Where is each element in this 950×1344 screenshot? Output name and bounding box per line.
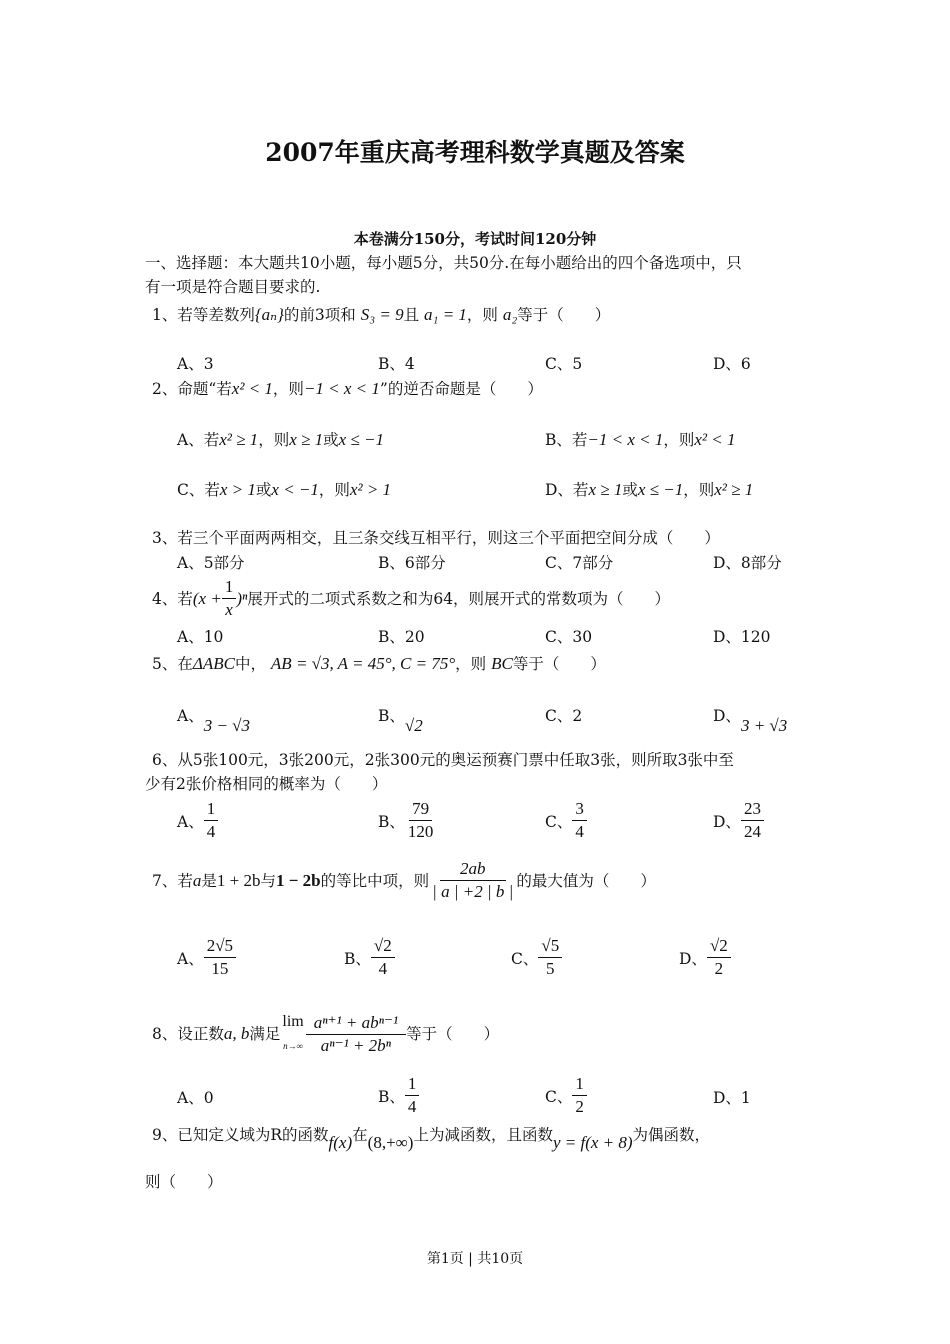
q4-math-post: )ⁿ: [236, 588, 248, 608]
q7-d-den: 2: [714, 959, 724, 978]
q2-a-math3: x ≤ −1: [338, 430, 384, 449]
q6-c-num: 3: [572, 798, 587, 821]
q4-math-pre: (x +: [192, 588, 222, 608]
q2-c-math3: x² > 1: [349, 480, 392, 499]
q6-a-fraction: [204, 798, 219, 843]
q7-a-fraction: [204, 935, 236, 980]
q7-option-b: [344, 935, 395, 980]
page-footer: 第1页 | 共10页: [426, 1251, 524, 1267]
q5-stem-c: ，则: [455, 655, 487, 673]
q5-stem-a: 5、在: [152, 655, 193, 673]
q7-option-c: [511, 935, 562, 980]
q2-c-text2: ，则: [318, 481, 350, 499]
q5-math-triangle: ΔABC: [192, 654, 235, 673]
q1-math-a2: a₂: [502, 305, 518, 324]
q1-stem-d: ，则: [466, 306, 498, 324]
q6-a-label: A、: [177, 812, 204, 831]
q1-stem-a: 1、若等差数列: [152, 306, 255, 324]
q2-b-label: B、若: [545, 431, 588, 449]
q2-stem-c: ”的逆否命题是（ ）: [379, 380, 543, 398]
q2-c-math1: x > 1: [219, 480, 256, 499]
q6-b-num: 79: [409, 798, 432, 821]
page-title: 2007年重庆高考理科数学真题及答案: [265, 138, 685, 167]
q2-c-label: C、若: [177, 481, 220, 499]
question-8: [152, 1010, 499, 1058]
q6-c-den: 4: [575, 822, 584, 841]
q6-option-b: [378, 798, 436, 843]
q7-stem-e: 的最大值为（ ）: [516, 871, 656, 890]
q7-c-fraction: [538, 935, 562, 980]
q5-b-label: B、: [378, 707, 405, 725]
q7-c-num: √5: [538, 935, 562, 958]
q7-b-num: √2: [371, 935, 395, 958]
q6-b-fraction: [405, 798, 437, 843]
q3-option-b: B、6部分: [378, 554, 446, 572]
q7-a-den: 15: [211, 959, 229, 978]
question-9: [152, 1123, 711, 1152]
q5-stem-d: 等于（ ）: [512, 655, 606, 673]
q7-d-label: D、: [679, 949, 707, 968]
q8-stem-b: 满足: [249, 1025, 281, 1043]
q2-a-text1: ，则: [258, 431, 290, 449]
q7-math-a: a: [192, 870, 202, 890]
q8-b-fraction: [405, 1073, 420, 1118]
q2-math-conclusion: −1 < x < 1: [303, 379, 380, 398]
question-6-line2: 少有2张价格相同的概率为（ ）: [145, 775, 388, 793]
q9-math-function: y = f(x + 8): [552, 1133, 633, 1152]
q5-option-b: [378, 704, 423, 735]
q1-option-a: A、3: [177, 355, 214, 373]
q7-stem-d: 的等比中项，则: [320, 871, 430, 890]
q2-d-math3: x² ≥ 1: [714, 480, 754, 499]
q9-math-fx: f(x): [328, 1133, 353, 1152]
q1-math-s3: S₃ = 9: [360, 305, 404, 324]
q6-d-den: 24: [743, 822, 761, 841]
q7-b-den: 4: [378, 959, 388, 978]
q6-d-fraction: [741, 798, 764, 843]
q8-b-num: 1: [405, 1073, 420, 1096]
q7-d-fraction: [707, 935, 731, 980]
q7-b-fraction: [371, 935, 395, 980]
q9-math-interval: (8,+∞): [367, 1133, 414, 1152]
q7-frac-num: 2ab: [440, 858, 506, 881]
q6-option-d: [713, 798, 764, 843]
q6-d-num: 23: [741, 798, 764, 821]
q8-limit: [282, 1010, 303, 1058]
q7-c-label: C、: [511, 949, 539, 968]
q2-d-text2: ，则: [683, 481, 715, 499]
q1-math-sequence: {aₙ}: [254, 305, 284, 324]
q1-stem-c: 且: [403, 306, 420, 324]
q6-d-label: D、: [713, 812, 741, 831]
q8-c-den: 2: [575, 1097, 584, 1116]
q8-option-b: [378, 1073, 419, 1118]
question-5: [152, 652, 606, 676]
q4-stem-b: 展开式的二项式系数之和为64，则展开式的常数项为（ ）: [247, 589, 671, 608]
q8-c-num: 1: [572, 1073, 587, 1096]
q4-stem-a: 4、若: [152, 589, 193, 608]
question-1: [152, 303, 610, 327]
q2-a-text2: 或: [323, 431, 339, 449]
q7-stem-c: 与: [260, 871, 276, 890]
q6-c-label: C、: [545, 812, 573, 831]
q5-stem-b: 中，: [234, 655, 266, 673]
q4-option-a: A、10: [177, 628, 224, 646]
q7-b-label: B、: [344, 949, 371, 968]
q2-option-c: [177, 478, 391, 500]
q8-stem-c: 等于（ ）: [406, 1025, 500, 1043]
q2-option-d: [545, 478, 753, 500]
q1-option-b: B、4: [378, 355, 415, 373]
q7-stem-a: 7、若: [152, 871, 193, 890]
q6-b-den: 120: [407, 822, 434, 841]
q2-d-math1: x ≥ 1: [588, 480, 623, 499]
q8-fraction: [306, 1012, 406, 1057]
q5-option-d: [713, 704, 788, 735]
q1-option-d: D、6: [713, 355, 751, 373]
q8-option-d: D、1: [713, 1089, 751, 1107]
question-4: [152, 576, 670, 621]
q7-math-term2: 1 − 2b: [276, 870, 321, 890]
q5-math-given: AB = √3, A = 45°, C = 75°: [270, 654, 456, 673]
q7-option-d: [679, 935, 731, 980]
q8-frac-den: aⁿ⁻¹ + 2bⁿ: [320, 1035, 392, 1055]
q1-stem-e: 等于（ ）: [517, 306, 611, 324]
q5-d-math: 3 + √3: [740, 716, 788, 735]
q7-a-num: 2√5: [204, 935, 236, 958]
q2-d-math2: x ≤ −1: [637, 480, 684, 499]
q7-a-label: A、: [177, 949, 204, 968]
q2-option-b: [545, 428, 736, 450]
q2-a-math2: x ≥ 1: [289, 430, 324, 449]
question-7: [152, 858, 656, 903]
q7-d-num: √2: [707, 935, 731, 958]
q5-option-c: C、2: [545, 707, 583, 725]
q6-a-den: 4: [206, 822, 216, 841]
q8-lim-sub: n→∞: [283, 1041, 304, 1051]
section-intro-line2: 有一项是符合题目要求的.: [145, 278, 321, 296]
q7-expression-fraction: [429, 858, 516, 903]
exam-info: 本卷满分150分，考试时间120分钟: [353, 230, 597, 248]
q1-stem-b: 的前3项和: [283, 306, 356, 324]
q8-b-den: 4: [407, 1097, 417, 1116]
q4-option-b: B、20: [378, 628, 425, 646]
q6-c-fraction: [572, 798, 587, 843]
q9-stem-b: 在: [352, 1126, 368, 1144]
question-9-line2: 则（ ）: [145, 1173, 223, 1191]
q2-b-text1: ，则: [663, 431, 695, 449]
q7-math-term1: 1 + 2b: [216, 870, 261, 890]
q4-frac-den: x: [225, 600, 233, 619]
q5-option-a: [177, 704, 251, 735]
q3-option-a: A、5部分: [177, 554, 245, 572]
q7-stem-b: 是: [201, 871, 217, 890]
q9-stem-d: 为偶函数，: [632, 1126, 711, 1144]
q7-c-den: 5: [546, 959, 555, 978]
q8-c-label: C、: [545, 1087, 573, 1106]
q8-frac-num: aⁿ⁺¹ + abⁿ⁻¹: [306, 1012, 406, 1035]
q7-frac-den: | a | +2 | b |: [432, 882, 514, 901]
question-2: [152, 377, 543, 401]
q6-option-c: [545, 798, 587, 843]
q3-option-d: D、8部分: [713, 554, 782, 572]
q6-option-a: [177, 798, 218, 843]
section-intro-line1: 一、选择题：本大题共10小题，每小题5分，共50分.在每小题给出的四个备选项中，只: [145, 254, 742, 272]
q2-c-math2: x < −1: [271, 480, 319, 499]
q8-b-label: B、: [378, 1087, 405, 1106]
q9-stem-a: 9、已知定义域为R的函数: [152, 1126, 329, 1144]
q4-fraction: [222, 576, 237, 621]
q1-option-c: C、5: [545, 355, 583, 373]
q2-math-premise: x² < 1: [231, 379, 273, 398]
q1-math-a1: a₁ = 1: [424, 305, 467, 324]
q2-b-math1: −1 < x < 1: [587, 430, 664, 449]
q4-frac-num: 1: [222, 576, 237, 599]
q2-c-text1: 或: [255, 481, 272, 499]
q6-a-num: 1: [204, 798, 219, 821]
q8-option-a: A、0: [177, 1089, 214, 1107]
q5-b-math: √2: [404, 716, 423, 735]
q6-b-label: B、: [378, 812, 405, 831]
q5-a-math: 3 − √3: [203, 716, 251, 735]
q5-math-bc: BC: [491, 654, 513, 673]
q4-option-d: D、120: [713, 628, 771, 646]
q9-stem-c: 上为减函数，且函数: [413, 1126, 553, 1144]
q2-stem-a: 2、命题“若: [152, 380, 232, 398]
q2-option-a: [177, 428, 384, 450]
q8-lim-text: lim: [282, 1013, 304, 1030]
q8-math-ab: a, b: [223, 1024, 250, 1043]
q4-option-c: C、30: [545, 628, 593, 646]
q2-b-math2: x² < 1: [694, 430, 736, 449]
q8-option-c: [545, 1073, 587, 1118]
q8-stem-a: 8、设正数: [152, 1025, 224, 1043]
q5-d-label: D、: [713, 707, 741, 725]
question-3: 3、若三个平面两两相交，且三条交线互相平行，则这三个平面把空间分成（ ）: [152, 529, 720, 547]
q3-option-c: C、7部分: [545, 554, 614, 572]
q2-stem-b: ，则: [272, 380, 304, 398]
q7-option-a: [177, 935, 236, 980]
q2-d-label: D、若: [545, 481, 589, 499]
q8-c-fraction: [572, 1073, 587, 1118]
q5-a-label: A、: [177, 707, 204, 725]
q2-a-math1: x² ≥ 1: [219, 430, 259, 449]
q2-d-text1: 或: [622, 481, 638, 499]
q2-a-label: A、若: [177, 431, 220, 449]
question-6-line1: 6、从5张100元，3张200元，2张300元的奥运预赛门票中任取3张，则所取3张中至: [152, 751, 734, 769]
